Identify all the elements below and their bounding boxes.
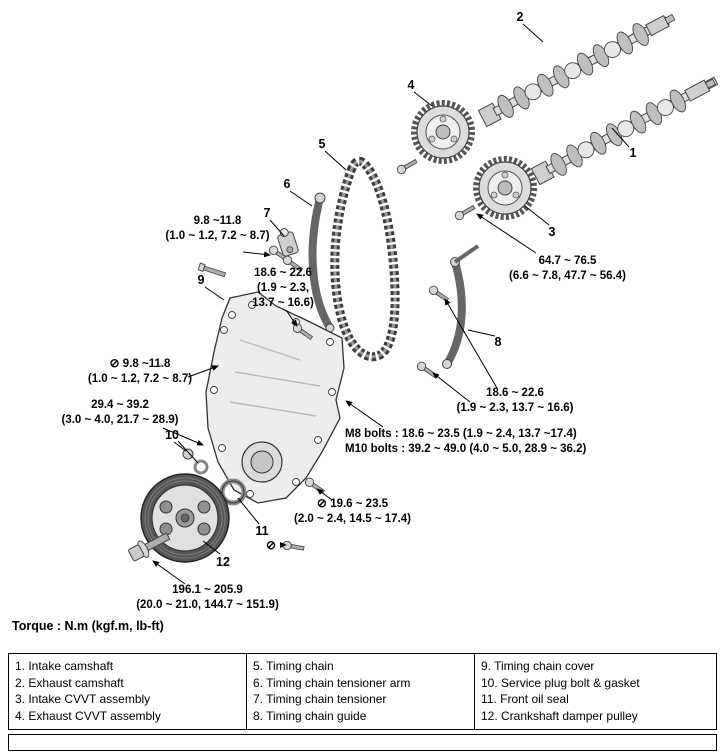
torque-line: 18.6 ~ 22.6 xyxy=(254,267,312,279)
legend-table xyxy=(8,653,717,730)
torque-line: M8 bolts : 18.6 ~ 23.5 (1.9 ~ 2.4, 13.7 ~17.4) xyxy=(345,428,577,440)
torque-label-tensioner-bolts xyxy=(145,214,290,244)
no-reuse-icon: ⊘ xyxy=(109,356,120,370)
torque-unit-note: Torque : N.m (kgf.m, lb-ft) xyxy=(12,619,164,633)
torque-line xyxy=(55,356,225,372)
callout-11: 11 xyxy=(255,524,269,538)
callout-8: 8 xyxy=(494,335,502,349)
callout-9: 9 xyxy=(197,273,205,287)
torque-line: (3.0 ~ 4.0, 21.7 ~ 28.9) xyxy=(61,414,179,427)
torque-text: 9.8 ~11.8 xyxy=(122,358,171,370)
legend-column-3 xyxy=(475,654,716,729)
callout-1: 1 xyxy=(629,146,637,160)
torque-label-damper-bolt xyxy=(95,583,320,613)
torque-line: (20.0 ~ 21.0, 144.7 ~ 151.9) xyxy=(136,599,279,612)
torque-label-cover-small-bolt xyxy=(55,356,225,387)
callout-4: 4 xyxy=(407,78,415,92)
legend-item: 8. Timing chain guide xyxy=(253,708,367,723)
legend-item: 2. Exhaust camshaft xyxy=(15,675,124,690)
callout-3: 3 xyxy=(548,225,556,239)
intake-cvvt-assembly-art xyxy=(476,159,534,217)
legend-item: 7. Timing chain tensioner xyxy=(253,692,387,706)
torque-label-cvvt-bolt xyxy=(470,254,665,284)
callout-10: 10 xyxy=(165,428,179,442)
legend-item: 10. Service plug bolt & gasket xyxy=(481,675,640,690)
no-reuse-icon: ⊘ xyxy=(266,538,277,552)
torque-line: (2.0 ~ 2.4, 14.5 ~ 17.4) xyxy=(294,513,411,526)
torque-line: 18.6 ~ 22.6 xyxy=(486,387,544,399)
torque-label-tensioner-mount xyxy=(228,266,338,312)
torque-label-cover-bolt-specs xyxy=(345,427,717,457)
torque-label-guide-bolts xyxy=(425,386,605,416)
legend-item: 5. Timing chain xyxy=(253,659,334,673)
torque-line: 64.7 ~ 76.5 xyxy=(538,255,597,267)
torque-line: 196.1 ~ 205.9 xyxy=(172,584,243,596)
no-reuse-icon: ⊘ xyxy=(316,496,327,510)
torque-line: 13.7 ~ 16.6) xyxy=(252,297,314,310)
torque-line: 9.8 ~11.8 xyxy=(193,215,242,227)
torque-line: (6.6 ~ 7.8, 47.7 ~ 56.4) xyxy=(509,270,626,283)
crankshaft-damper-pulley-art xyxy=(141,474,229,562)
torque-line: (1.9 ~ 2.3, xyxy=(256,282,310,295)
torque-label-lower-bolt xyxy=(265,496,440,527)
empty-footer-box xyxy=(8,734,717,751)
intake-camshaft-art xyxy=(530,70,721,187)
legend-item: 3. Intake CVVT assembly xyxy=(15,692,151,706)
exhaust-cvvt-assembly-art xyxy=(414,103,472,161)
torque-label-cover-large-bolt xyxy=(35,398,205,428)
torque-line: 29.4 ~ 39.2 xyxy=(91,399,149,411)
callout-2: 2 xyxy=(516,10,524,24)
torque-line: (1.0 ~ 1.2, 7.2 ~ 8.7) xyxy=(165,230,270,243)
legend-item: 4. Exhaust CVVT assembly xyxy=(15,708,161,723)
callout-12: 12 xyxy=(216,555,230,569)
legend-item: 9. Timing chain cover xyxy=(481,659,595,673)
service-plug-bolt-gasket-art xyxy=(183,449,207,473)
callout-6: 6 xyxy=(283,177,291,191)
legend-item: 6. Timing chain tensioner arm xyxy=(253,675,411,690)
torque-text: 19.6 ~ 23.5 xyxy=(330,498,389,510)
legend-item: 11. Front oil seal xyxy=(481,692,569,706)
legend-item: 12. Crankshaft damper pulley xyxy=(481,708,638,723)
legend-column-2 xyxy=(247,654,475,729)
torque-line: (1.9 ~ 2.3, 13.7 ~ 16.6) xyxy=(456,402,574,415)
callout-5: 5 xyxy=(318,137,326,151)
torque-line xyxy=(265,496,440,512)
callout-7: 7 xyxy=(263,206,271,220)
torque-line: M10 bolts : 39.2 ~ 49.0 (4.0 ~ 5.0, 28.9 ~ 36.2) xyxy=(345,443,587,456)
legend-column-1 xyxy=(9,654,247,729)
legend-item: 1. Intake camshaft xyxy=(15,659,114,673)
timing-chain-art xyxy=(335,161,395,357)
torque-line: (1.0 ~ 1.2, 7.2 ~ 8.7) xyxy=(87,373,193,386)
